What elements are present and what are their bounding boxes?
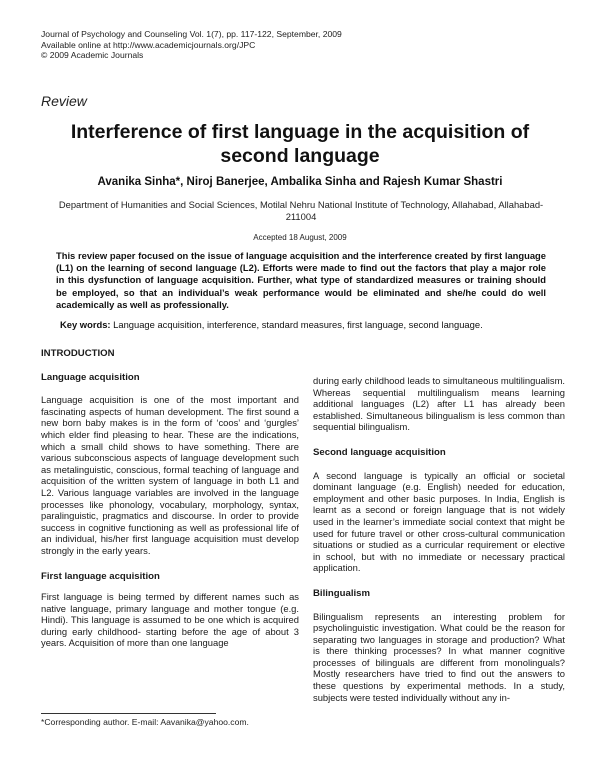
paragraph-second-language-acquisition: A second language is typically an official or societal dominant language (e.g. English) needed for education, employment and other basic purposes. In India, English is learnt as a second or foreign language that is not widely used in the learner’s immediate social context that might be used for future travel or other cross-cultural communication situations or studied as a curricular requirement or elective in school, but with no immediate or necessary practical application.	[313, 469, 565, 574]
section-heading-introduction: INTRODUCTION	[41, 348, 115, 359]
right-column	[313, 375, 565, 703]
affiliation	[48, 199, 554, 222]
left-column	[41, 348, 299, 649]
accepted-date: Accepted 18 August, 2009	[253, 233, 347, 242]
affiliation-line-1: Department of Humanities and Social Sciences, Motilal Nehru National Institute of Technology, Allahabad, Allahabad-	[58, 199, 544, 210]
subheading-language-acquisition: Language acquisition	[41, 371, 140, 383]
paragraph-first-language-acquisition: First language is being termed by different names such as native language, primary language and mother tongue (e.g. Hindi). This language is assumed to be one which is acquired during early childhood- starting before the age of about 3 years. Acquisition of more than one language	[41, 591, 299, 649]
keywords	[60, 319, 560, 330]
journal-copyright: © 2009 Academic Journals	[41, 50, 144, 61]
subheading-bilingualism: Bilingualism	[313, 587, 371, 599]
journal-availability: Available online at http://www.academicjournals.org/JPC	[41, 39, 256, 50]
affiliation-line-2: 211004	[285, 210, 317, 222]
paper-title-line-1: Interference of first language in the acquisition of	[70, 121, 530, 143]
corresponding-author-footnote: *Corresponding author. E-mail: Aavanika@yahoo.com.	[41, 717, 249, 727]
paragraph-multilingualism: during early childhood leads to simultaneous multilingualism. Whereas sequential multilingualism means learning additional languages (L2) after L1 has already been established. Simultaneous bilingualism is less common than sequential bilingualism.	[313, 375, 565, 433]
author-list: Avanika Sinha*, Niroj Banerjee, Ambalika Sinha and Rajesh Kumar Shastri	[97, 176, 503, 188]
article-type: Review	[41, 93, 87, 109]
journal-header	[41, 29, 342, 61]
paper-title	[40, 120, 560, 168]
paper-title-line-2: second language	[220, 145, 380, 167]
paragraph-language-acquisition: Language acquisition is one of the most important and fascinating aspects of human development. The first sound a new born baby makes is in the form of ‘coos’ and ‘gurgles’ which elder find pleasing to hear. These are the indications, which a small child shows to have something. There are various subconscious aspects of language development such as metalinguistic, conscious, formal teaching of language and acquisition of the written system of language in both L1 and L2. Various language variables are involved in the language processes like phonology, vocabulary, morphology, syntax, paralinguistic, pragmatics and discourse. In order to provide success in cognitive functioning as well as professional life of an individual, his/her first language acquisition must develop strongly in the early years.	[41, 394, 299, 556]
keywords-text: Language acquisition, interference, standard measures, first language, second language.	[110, 319, 483, 330]
abstract: This review paper focused on the issue of language acquisition and the interference created by first language (L1) on the learning of second language (L2). Efforts were made to find out the factors that play a major role in this dysfunction of language acquisition. Further, what type of standardized measures or training should be employed, so that an individual’s weak performance would be eliminated and she/he could do well academically as well as professionally.	[56, 250, 546, 310]
journal-citation: Journal of Psychology and Counseling Vol. 1(7), pp. 117-122, September, 2009	[41, 29, 342, 39]
subheading-first-language-acquisition: First language acquisition	[41, 570, 160, 582]
paragraph-bilingualism: Bilingualism represents an interesting problem for psycholinguistic investigation. What could be the reason for separating two languages in storage and production? What is there thinking processes? In what manner cognitive processes of bilinguals are different from monolinguals? Mostly researchers have tried to find out the answers to these questions by experimental methods. In a study, subjects were tested individually without any in-	[313, 610, 565, 703]
keywords-label: Key words:	[60, 319, 111, 330]
subheading-second-language-acquisition: Second language acquisition	[313, 446, 446, 458]
footnote-divider	[41, 713, 216, 714]
